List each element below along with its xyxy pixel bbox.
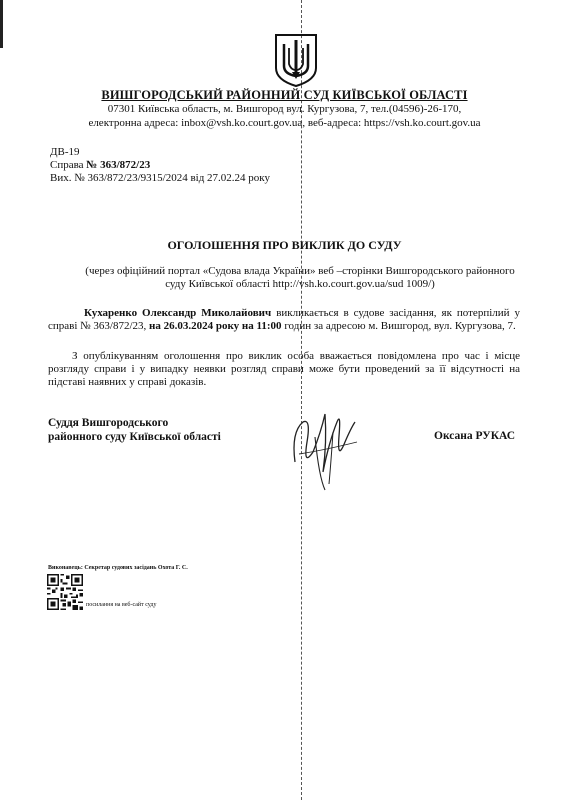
judge-title-line1: Суддя Вишгородського — [48, 417, 169, 429]
document-code: ДВ-19 — [50, 146, 80, 158]
judge-title-line2: районного суду Київської області — [48, 431, 221, 443]
qr-caption: посилання на веб-сайт суду — [86, 602, 157, 608]
court-contacts: електронна адреса: inbox@vsh.ko.court.gov.ua, веб-адреса: https://vsh.ko.court.gov.ua — [88, 117, 481, 129]
case-number: № 363/872/23 — [86, 159, 151, 171]
summons-address: годин за адресою м. Вишгород, вул. Кургузова, 7. — [281, 320, 516, 332]
subtitle-text: (через офіційний портал «Судова влада України» веб –сторінки Вишгородського районного суду Київської області — [85, 265, 515, 290]
case-label: Справа — [50, 159, 87, 171]
court-name: ВИШГОРОДСЬКИЙ РАЙОННИЙ СУД КИЇВСЬКОЇ ОБЛАСТІ — [101, 88, 468, 102]
person-name: Кухаренко Олександр Миколайович — [84, 307, 272, 319]
outgoing-number: Вих. № 363/872/23/9315/2024 від 27.02.24 року — [50, 172, 270, 184]
page-corner-mark — [0, 0, 3, 48]
judge-title — [48, 416, 221, 444]
summons-text: викликається в судове засідання, як потерпілий у справі № 363/872/23, — [48, 307, 520, 332]
qr-code-icon[interactable] — [47, 574, 83, 610]
paragraph-summons — [48, 307, 520, 333]
hearing-datetime: на 26.03.2024 року на 11:00 — [149, 320, 282, 332]
executor-line: Виконавець: Секретар судових засідань Охота Г. С. — [48, 565, 188, 571]
paragraph-notice: З опублікуванням оголошення про виклик особа вважається повідомлена про час і місце розгляду справи і у випадку неявки розгляд справи може бути проведений за її відсутності на підставі наявних у справі доказів. — [48, 350, 520, 388]
page-title: ОГОЛОШЕННЯ ПРО ВИКЛИК ДО СУДУ — [167, 238, 402, 252]
handwritten-signature-icon — [285, 392, 365, 492]
subtitle — [80, 265, 520, 291]
court-address: 07301 Київська область, м. Вишгород вул. Кургузова, 7, тел.(04596)-26-170, — [107, 103, 462, 115]
trident-emblem-icon — [271, 32, 321, 88]
court-website-link[interactable]: http://vsh.ko.court.gov.ua/sud 1009/) — [272, 278, 435, 290]
case-number-line — [50, 158, 150, 172]
judge-name: Оксана РУКАС — [434, 430, 516, 442]
